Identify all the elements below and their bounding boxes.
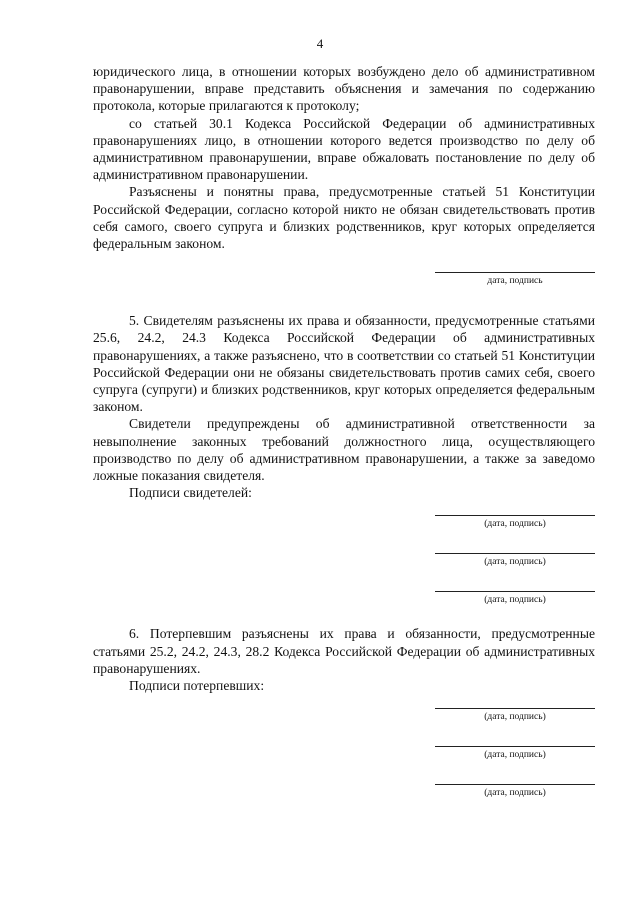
paragraph-witness-warning: Свидетели предупреждены об административной ответственности за невыполнение законных требований должностного лица, осуществляющего производство по делу об административном правонарушении, а также за заведомо ложные показания свидетеля.: [93, 416, 595, 484]
signature-block: [93, 258, 595, 298]
signature-label: (дата, подпись): [484, 788, 546, 799]
paragraph-constitution-rights: Разъяснены и понятны права, предусмотренные статьей 51 Конституции Российской Федерации, согласно которой никто не обязан свидетельствовать против себя самого, своего супруга и близких родственников, круг которых определяется федеральным законом.: [93, 184, 595, 252]
signature-line: [435, 515, 595, 516]
paragraph-explanations-right: юридического лица, в отношении которых возбуждено дело об административном правонарушении, вправе представить объяснения и замечания по содержанию протокола, которые прилагаются к протоколу;: [93, 64, 595, 114]
signature-label: дата, подпись: [487, 276, 543, 287]
witness-signature-3: [93, 577, 595, 615]
victim-signature-3: [93, 770, 595, 808]
signature-line: [435, 553, 595, 554]
signature-line: [435, 272, 595, 273]
witness-signature-2: [93, 539, 595, 577]
victim-signature-2: [93, 732, 595, 770]
signature-label: (дата, подпись): [484, 750, 546, 761]
signature-line: [435, 746, 595, 747]
witness-signature-1: [93, 501, 595, 539]
signature-line: [435, 591, 595, 592]
paragraph-appeal-right: со статьей 30.1 Кодекса Российской Федерации об административных правонарушениях лицо, в отношении которого ведется производство по делу об административном правонарушении, вправе обжаловать постановление по делу об административном правонарушении.: [93, 115, 595, 183]
signature-label: (дата, подпись): [484, 712, 546, 723]
paragraph-victim-rights: 6. Потерпевшим разъяснены их права и обязанности, предусмотренные статьями 25.2, 24.2, 24.3, 28.2 Кодекса Российской Федерации об административных правонарушениях.: [93, 626, 595, 676]
signature-label: (дата, подпись): [484, 595, 546, 606]
signature-label: (дата, подпись): [484, 519, 546, 530]
signature-label: (дата, подпись): [484, 557, 546, 568]
page-number: 4: [316, 36, 324, 51]
document-body: [93, 63, 595, 808]
victim-signatures-heading: Подписи потерпевших:: [129, 678, 265, 694]
paragraph-witness-rights: 5. Свидетелям разъяснены их права и обязанности, предусмотренные статьями 25.6, 24.2, 24.3 Кодекса Российской Федерации об административных правонарушениях, а также разъяснено, что в соответствии со статьей 51 Конституции Российской Федерации они не обязаны свидетельствовать против самих себя, своего супруга (супруги) и близких родственников, круг которых определяется федеральным законом.: [93, 313, 595, 415]
witness-signatures-heading: Подписи свидетелей:: [129, 485, 252, 501]
victim-signature-1: [93, 694, 595, 732]
signature-line: [435, 784, 595, 785]
signature-line: [435, 708, 595, 709]
